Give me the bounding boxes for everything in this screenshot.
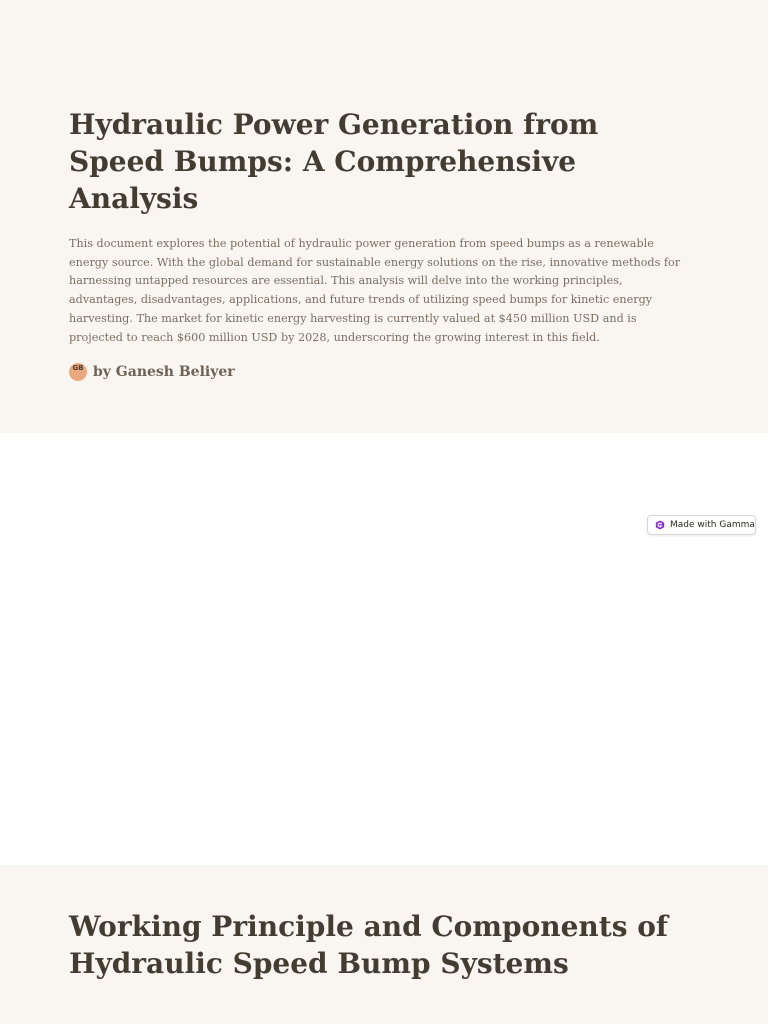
author-row xyxy=(69,361,235,383)
gamma-logo-icon xyxy=(655,520,665,530)
image-placeholder-section xyxy=(0,433,768,865)
made-with-gamma-button[interactable] xyxy=(647,515,756,535)
avatar: GB xyxy=(69,363,87,381)
intro-paragraph: This document explores the potential of hydraulic power generation from speed bumps as a renewable energy source. With the global demand for sustainable energy solutions on the rise, innovative methods for harnessing untapped resources are essential. This analysis will delve into the working principles, advantages, disadvantages, applications, and future trends of utilizing speed bumps for kinetic energy harvesting. The market for kinetic energy harvesting is currently valued at $450 million USD and is projected to reach $600 million USD by 2028, underscoring the growing interest in this field. xyxy=(69,237,681,344)
section-heading-working-principle: Working Principle and Components of Hydraulic Speed Bump Systems xyxy=(69,910,668,980)
page-title: Hydraulic Power Generation from Speed Bumps: A Comprehensive Analysis xyxy=(69,108,599,215)
author-name: by Ganesh Beliyer xyxy=(93,364,235,380)
cover-section xyxy=(0,0,768,433)
made-with-gamma-label: Made with Gamma xyxy=(670,520,755,530)
